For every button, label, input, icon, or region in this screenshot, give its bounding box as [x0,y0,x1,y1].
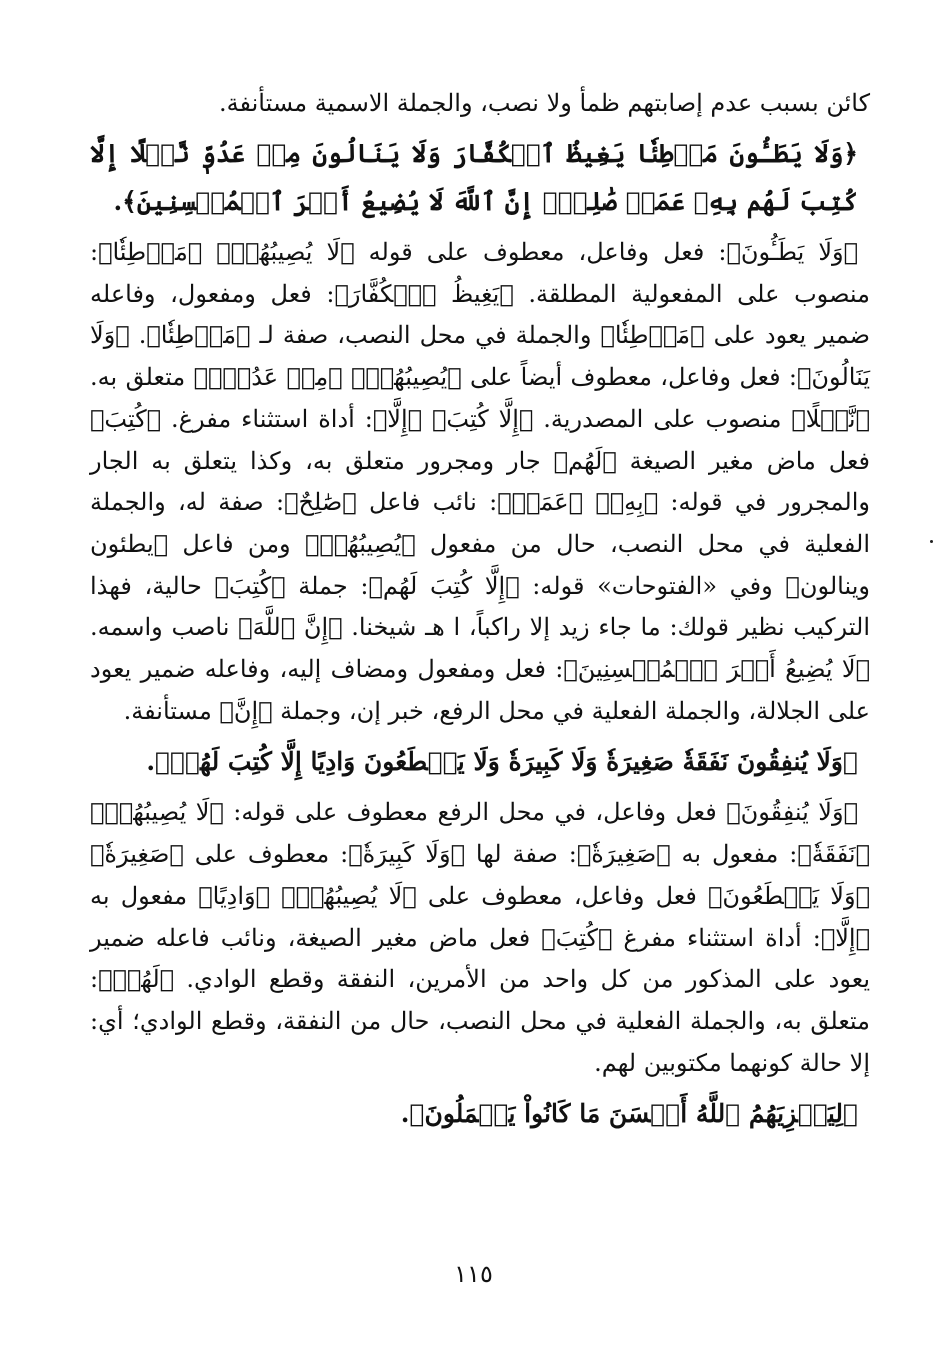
page-number: ١١٥ [454,1260,493,1288]
page-body [90,82,870,1144]
quran-verse-2: ﴿وَلَا يُنفِقُونَ نَفَقَةٗ صَغِيرَةٗ وَلَا كَبِيرَةٗ وَلَا يَقۡطَعُونَ وَادِيًا إِلَّا كُتِبَ لَهُمۡ﴾. [146,747,858,777]
margin-dot [930,540,933,543]
quran-verse-1: ﴿وَلَا يَطَـُٔونَ مَوۡطِئٗا يَغِيظُ ٱلۡكُفَّارَ وَلَا يَنَالُونَ مِنۡ عَدُوّٖ نَّيۡلًا إِلَّا كُتِبَ لَهُم بِهِۦ عَمَلٞ صَٰلِحٌۚ إِنَّ ٱللَّهَ لَا يُضِيعُ أَجۡرَ ٱلۡمُحۡسِنِينَ﴾. [90,139,858,216]
continuation-line: كائن بسبب عدم إصابتهم ظمأ ولا نصب، والجملة الاسمية مستأنفة. [218,89,870,117]
grammar-paragraph-1: ﴿وَلَا يَطَـُٔونَ﴾: فعل وفاعل، معطوف على قوله ﴿لَا يُصِيبُهُمۡ﴾ ﴿مَوۡطِئٗا﴾: منصوب على المفعولية المطلقة. ﴿يَغِيظُ ٱلۡكُفَّارَ﴾: فعل ومفعول، وفاعله ضمير يعود على ﴿مَوۡطِئٗا﴾ والجملة في محل النصب، صفة لـ ﴿مَوۡطِئٗا﴾. ﴿وَلَا يَنَالُونَ﴾: فعل وفاعل، معطوف أيضاً على ﴿يُصِيبُهُمۡ﴾ ﴿مِنۡ عَدُوّٖ﴾ متعلق به. ﴿نَّيۡلًا﴾ منصوب على المصدرية. ﴿إِلَّا كُتِبَ﴾ ﴿إِلَّا﴾: أداة استثناء مفرغ. ﴿كُتِبَ﴾ فعل ماض مغير الصيغة ﴿لَهُم﴾ جار ومجرور متعلق به، وكذا يتعلق به الجار والمجرور في قوله: ﴿بِهِۦ﴾ ﴿عَمَلٞ﴾: نائب فاعل ﴿صَٰلِحٌ﴾: صفة له، والجملة الفعلية في محل النصب، حال من مفعول ﴿يُصِيبُهُمۡ﴾ ومن فاعل ﴿يطئون وينالون﴾ وفي «الفتوحات» قوله: ﴿إِلَّا كُتِبَ لَهُم﴾: جملة ﴿كُتِبَ﴾ حالية، فهذا التركيب نظير قولك: ما جاء زيد إلا راكباً، ا هـ شيخنا. ﴿إِنَّ ٱللَّهَ﴾ ناصب واسمه. ﴿لَا يُضِيعُ أَجۡرَ ٱلۡمُحۡسِنِينَ﴾: فعل ومفعول ومضاف إليه، وفاعله ضمير يعود على الجلالة، والجملة الفعلية في محل الرفع، خبر إن، وجملة ﴿إِنَّ﴾ مستأنفة. [90,238,870,725]
grammar-paragraph-2: ﴿وَلَا يُنفِقُونَ﴾ فعل وفاعل، في محل الرفع معطوف على قوله: ﴿لَا يُصِيبُهُمۡ﴾ ﴿نَفَقَةٗ﴾: مفعول به ﴿صَغِيرَةٗ﴾: صفة لها ﴿وَلَا كَبِيرَةٗ﴾: معطوف على ﴿صَغِيرَةٗ﴾ ﴿وَلَا يَقۡطَعُونَ﴾ فعل وفاعل، معطوف على ﴿لَا يُصِيبُهُمۡ﴾ ﴿وَادِيًا﴾ مفعول به ﴿إِلَّا﴾: أداة استثناء مفرغ ﴿كُتِبَ﴾ فعل ماض مغير الصيغة، ونائب فاعله ضمير يعود على المذكور من كل واحد من الأمرين، النفقة وقطع الوادي. ﴿لَهُمۡ﴾: متعلق به، والجملة الفعلية في محل النصب، حال من النفقة، وقطع الوادي؛ أي: إلا حالة كونهما مكتوبين لهم. [90,798,870,1077]
quran-verse-3: ﴿لِيَجۡزِيَهُمُ ٱللَّهُ أَحۡسَنَ مَا كَانُواْ يَعۡمَلُونَ﴾. [400,1099,858,1129]
